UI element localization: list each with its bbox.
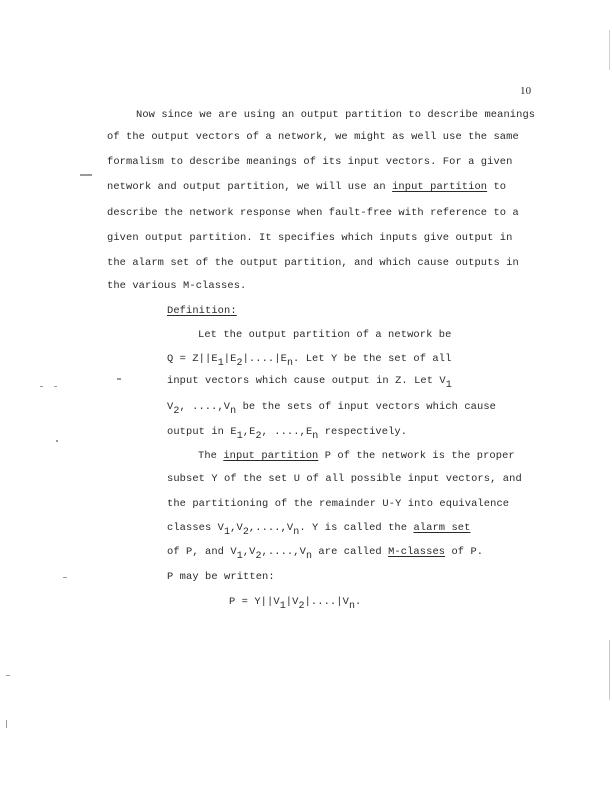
math-text: be the sets of input vectors which cause <box>236 401 497 413</box>
math-text: The <box>198 450 224 462</box>
scan-mark <box>6 675 10 676</box>
scan-mark <box>117 378 121 380</box>
paragraph-line-6: given output partition. It specifies which inputs give output in <box>107 232 513 244</box>
math-text: V <box>167 401 174 413</box>
math-text: respectively. <box>318 426 408 438</box>
scan-mark <box>40 386 43 387</box>
term-alarm-set: alarm set <box>413 522 471 534</box>
term-input-partition: input partition <box>223 450 319 462</box>
scan-mark <box>609 640 610 700</box>
def1-line-5 <box>167 426 408 442</box>
math-text: Q = Z||E <box>167 353 218 365</box>
def2-line-6: P may be written: <box>167 571 275 583</box>
math-text: ,V <box>242 546 256 558</box>
subscript: n <box>286 358 294 369</box>
subscript: n <box>348 601 356 612</box>
math-text: |V <box>285 596 299 608</box>
scan-mark <box>80 174 92 176</box>
math-text: |E <box>223 353 237 365</box>
math-text: of P, and V <box>167 546 237 558</box>
paragraph-line-3: formalism to describe meanings of its input vectors. For a given <box>107 156 513 168</box>
subscript: 2 <box>255 551 262 562</box>
math-text: , ....,E <box>261 426 313 438</box>
paragraph-text: network and output partition, we will use an <box>107 181 393 193</box>
subscript: n <box>230 406 237 417</box>
def1-line-3 <box>167 375 452 391</box>
math-text: ,....,V <box>248 522 294 534</box>
math-text: output in E <box>167 426 237 438</box>
scan-mark <box>609 30 610 70</box>
math-text: of P. <box>445 546 484 558</box>
subscript: 1 <box>236 551 243 562</box>
scan-mark <box>63 577 67 578</box>
subscript: 1 <box>236 431 243 442</box>
scan-mark <box>6 720 7 728</box>
page-number: 10 <box>520 85 532 97</box>
subscript: 2 <box>236 358 243 369</box>
subscript: 1 <box>217 358 224 369</box>
math-text: input vectors which cause output in Z. Let V <box>167 375 446 387</box>
math-text: . Let Y be the set of all <box>293 353 452 365</box>
math-text: |....|E <box>242 353 287 365</box>
math-text: . <box>355 596 362 608</box>
paragraph-line-1: Now since we are using an output partition to describe meanings <box>136 109 536 121</box>
math-text: ,....,V <box>261 546 306 558</box>
def1-line-1: Let the output partition of a network be <box>198 329 452 341</box>
subscript: n <box>305 551 313 562</box>
subscript: n <box>293 527 300 538</box>
math-text: , ....,V <box>179 401 231 413</box>
term-m-classes: M-classes <box>388 546 446 558</box>
subscript: n <box>312 431 319 442</box>
def2-line-1 <box>198 450 515 462</box>
subscript: 1 <box>445 380 452 391</box>
def2-line-4 <box>167 522 471 538</box>
def1-line-4 <box>167 401 497 417</box>
subscript: 1 <box>279 601 286 612</box>
def2-line-5 <box>167 546 484 562</box>
subscript: 2 <box>242 527 249 538</box>
def2-line-3: the partitioning of the remainder U-Y into equivalence <box>167 498 510 510</box>
formula <box>229 596 362 612</box>
math-text: ,V <box>230 522 243 534</box>
math-text: classes V <box>167 522 225 534</box>
subscript: 2 <box>255 431 262 442</box>
math-text: . Y is called the <box>299 522 414 534</box>
math-text: are called <box>312 546 389 558</box>
paragraph-line-4 <box>107 181 506 193</box>
subscript: 1 <box>224 527 231 538</box>
math-text: P = Y||V <box>229 596 280 608</box>
paragraph-line-5: describe the network response when fault-free with reference to a <box>107 207 519 219</box>
paragraph-line-2: of the output vectors of a network, we might as well use the same <box>107 131 519 143</box>
paragraph-text: to <box>487 181 507 193</box>
subscript: 2 <box>173 406 180 417</box>
scan-mark <box>56 440 58 442</box>
paragraph-line-7: the alarm set of the output partition, and which cause outputs in <box>107 257 519 269</box>
def1-line-2 <box>167 353 452 369</box>
subscript: 2 <box>298 601 305 612</box>
math-text: ,E <box>242 426 256 438</box>
def2-line-2: subset Y of the set U of all possible input vectors, and <box>167 473 522 485</box>
term-input-partition: input partition <box>392 181 488 193</box>
math-text: |....|V <box>304 596 349 608</box>
definition-heading: Definition: <box>167 305 237 317</box>
math-text: P of the network is the proper <box>318 450 515 462</box>
scan-mark <box>54 386 57 387</box>
paragraph-line-8: the various M-classes. <box>107 280 247 292</box>
